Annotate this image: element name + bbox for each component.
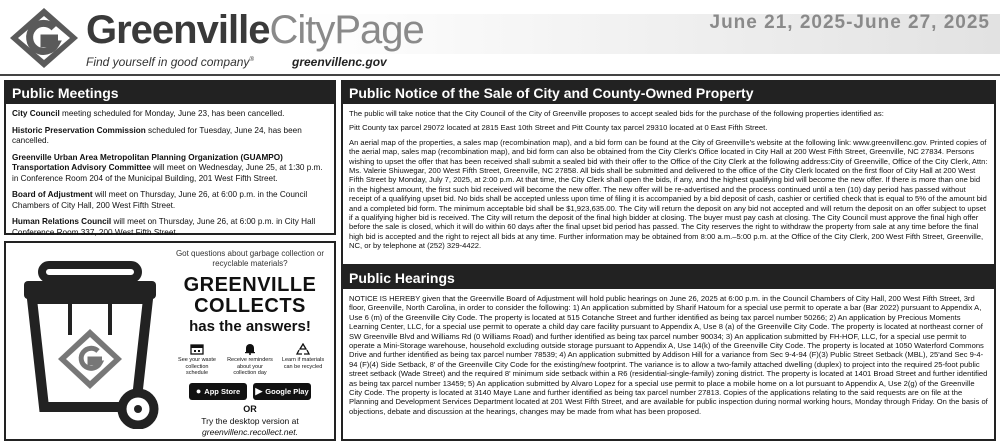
collects-info (168, 247, 332, 437)
play-icon: ▶ (255, 385, 263, 396)
meeting-text: meeting scheduled for Monday, June 23, has been cancelled. (59, 109, 285, 118)
meeting-item (12, 153, 328, 185)
collects-title-line3: has the answers! (189, 318, 311, 335)
app-store-badges (168, 383, 332, 400)
public-notice-body (343, 104, 994, 261)
notice-paragraph: An aerial map of the properties, a sales map (recombination map), and a bid form can be found at the City of Greenville's website at the following link: www.greenvillenc.gov. Printed copies of the aerial map, sales map (recombination map), and bid form can also be obtained from the City Clerk's Office located in City Hall at 200 West Fifth Street, Greenville, NC 27834. Persons wishing to upset the offer that has been received shall submit a sealed bid with their offer to the Office of the City Clerk at the following address:City of Greenville, Office of the City Clerk, Attn: Ms. Valerie Shiuwegar, 200 West Fifth Street, Greenville, NC 27858. All bids shall be submitted and delivered to the office of the City Clerk located on the first floor of City Hall at 200 West Fifth Street by Monday, July 7, 2025, at 2:00 p.m. At that time, the City Clerk shall open the bids, if any, and the highest qualifying bid will become the new offer. If there is more than one bid in the highest amount, the first such bid received will become the new offer. The new offer will be re-advertised and the process continued until a ten (10) day period has passed without receipt of a qualifying upset bid. No bids shall be accepted unless upon time of filing it is accompanied by a bid deposit of cash, cashier or certified check that is equal to 5% of the amount bid and a completed bid form. The minimum acceptable bid shall be $1,923,635.00. The City will return the deposit on any bid not accepted and will return the deposit on an offer subject to upset if a qualifying higher bid is received. The City will return the deposit of the final high bidder at closing. The buyer must pay cash at closing. The City Council must approve the final high offer before the sale is closed, which it will do within 60 days after the final upset bid period has passed. The City reserves the right to withdraw the property from sale at any time before the final high bid is accepted and the right to reject all bids at any time. Further information may be obtained from 8:00 a.m.–5:00 p.m. at the Office of the City Clerk, 200 West Fifth Street, Greenville, NC, or by telephone at (252) 329-4422. (349, 137, 988, 251)
app-store-button[interactable] (189, 383, 247, 400)
public-notice-section (341, 80, 996, 266)
public-meetings-title: Public Meetings (6, 82, 334, 104)
tagline (86, 55, 254, 69)
meeting-item (12, 109, 328, 120)
brand-part-2: CityPage (269, 8, 424, 52)
app-store-label: App Store (204, 386, 241, 396)
meeting-item (12, 190, 328, 211)
meeting-name: Human Relations Council (12, 217, 112, 226)
garbage-bin-icon (20, 259, 160, 429)
google-play-label: Google Play (265, 386, 309, 396)
collects-title-line1: GREENVILLE (183, 274, 317, 296)
header-rule (0, 74, 1000, 76)
website-link[interactable]: greenvillenc.gov (292, 55, 387, 69)
meeting-text: will meet on Wednesday, June 25, at 1:30 p.m. in Conference Room 204 of the Municipal Building, 201 West Fifth Street. (12, 163, 323, 183)
feature-label: See your waste collection schedule (178, 357, 216, 376)
collects-desktop-url[interactable]: greenvillenc.recollect.net. (202, 426, 298, 437)
notice-paragraph: The public will take notice that the City Council of the City of Greenville proposes to accept sealed bids for the purchase of the following properties identified as: (349, 109, 884, 118)
meeting-text: will meet on Thursday, June 26, at 6:00 p.m. in the Council Chambers of City Hall, 200 West Fifth Street. (12, 190, 308, 210)
bell-icon (243, 343, 257, 355)
public-notice-title: Public Notice of the Sale of City and County-Owned Property (343, 82, 994, 104)
feature-reminders (227, 343, 273, 377)
tagline-text: Find yourself in good company (86, 55, 250, 69)
public-hearings-title: Public Hearings (343, 267, 994, 289)
meeting-name: Board of Adjustment (12, 190, 93, 199)
notice-paragraph: Pitt County tax parcel 29072 located at 2815 East 10th Street and Pitt County tax parcel 29310 located at 0 East Fifth Street. (349, 123, 768, 133)
meeting-name: Historic Preservation Commission (12, 125, 146, 135)
google-play-button[interactable] (253, 383, 311, 400)
feature-label: Receive reminders about your collection day (227, 357, 273, 376)
meeting-name: City Council (12, 109, 60, 118)
feature-recycle (280, 343, 326, 377)
meeting-item (12, 217, 328, 238)
public-hearings-body: NOTICE IS HEREBY given that the Greenville Board of Adjustment will hold public hearings on June 26, 2025 at 6:00 p.m. in the Council Chambers of City Hall, 200 West Fifth Street, 3rd floor, Greenville, North Carolina, in order to consider the following: 1) An application submitted by Sharif Hatoum for a special use permit to operate a bar (Bar 2022) pursuant to Appendix A, Use 6 (m) of the Greenville City Code. The property is located at 515 Cotanche Street and further identified as being tax parcel number 50266; 2) An application by Precious Moments Learning Center, LLC, for a special use permit to operate a child day care facility pursuant to Appendix A, Use 8 (a) of the Greenville City Code. The property is located at northeast corner of SW Greenville Blvd and Williams Rd (0 Williams Road) and further identified as being tax parcel number 90034; 3) An application submitted by FH-HOF, LLC, for a special use permit to operate a Mini-Storage warehouse, household excluding outside storage pursuant to Appendix A, Use 14(k) of the Greenville City Code. The property is located at 1050 Waterford Commons Drive and further identified as being tax parcel number 78539; 4) An application submitted by Addison Hill for a variance from Sec 9-4-94 (F)(3) Public Street Setback (MBL), 25'and Sec 9-4-94 (F)(4) Side Setback, 8' of the Greenville City Code for the existing/new footprint. The variance is to allow a two-family attached dwelling (duplex) to project into the required 25-foot public street setback (Wade Street) and the required 8' minimum side setback within a R6 (residential-single-family) zoning district. The property is located at 1401 Broad Street and further identified as being tax parcel number 13459; 5) An application submitted by Alvaro Lopez for a special use permit to place a mobile home on a lot pursuant to Appendix A, Use 2(g) of the Greenville City Code. The property is located at 3140 Maye Lane and further identified as being tax parcel number 27813. Copies of the applications relating to the said requests are on file at the Planning and Development Services Department located at 201 West Fifth Street, and are available for public inspection during normal working hours, Monday through Friday. On the basis of objections, debate and discussion at the hearings, changes may be made from what has been proposed. (349, 294, 988, 416)
feature-label: Learn if materials can be recycled (281, 357, 325, 370)
collects-features (168, 343, 332, 377)
public-meetings-section (4, 80, 336, 235)
collects-question: Got questions about garbage collection or recyclable materials? (175, 249, 325, 268)
meeting-text: will meet on Thursday, June 26, at 6:00 p.m. in City Hall Conference Room 337, 200 West Fifth Street. (12, 217, 316, 237)
collects-or: OR (243, 403, 257, 414)
masthead (0, 0, 1000, 76)
meeting-name: Greenville Urban Area Metropolitan Planning Organization (GUAMPO) Transportation Advisory Committee (12, 152, 283, 172)
feature-schedule (174, 343, 220, 377)
public-meetings-body (6, 104, 334, 249)
brand-title (86, 8, 424, 52)
apple-icon: ● (195, 385, 202, 396)
public-hearings-section (341, 265, 996, 441)
meeting-text: scheduled for Tuesday, June 24, has been cancelled. (12, 125, 302, 145)
greenville-collects-ad (4, 241, 336, 441)
recycle-icon (296, 343, 310, 355)
date-range: June 21, 2025-June 27, 2025 (709, 12, 990, 33)
collects-desktop-text: Try the desktop version at (201, 415, 299, 426)
brand-part-1: Greenville (86, 8, 270, 52)
calendar-icon (190, 343, 204, 355)
collects-title-line2: COLLECTS (194, 295, 306, 317)
greenville-logo-icon (8, 6, 80, 70)
tagline-mark: ® (249, 57, 254, 63)
meeting-item (12, 126, 328, 147)
